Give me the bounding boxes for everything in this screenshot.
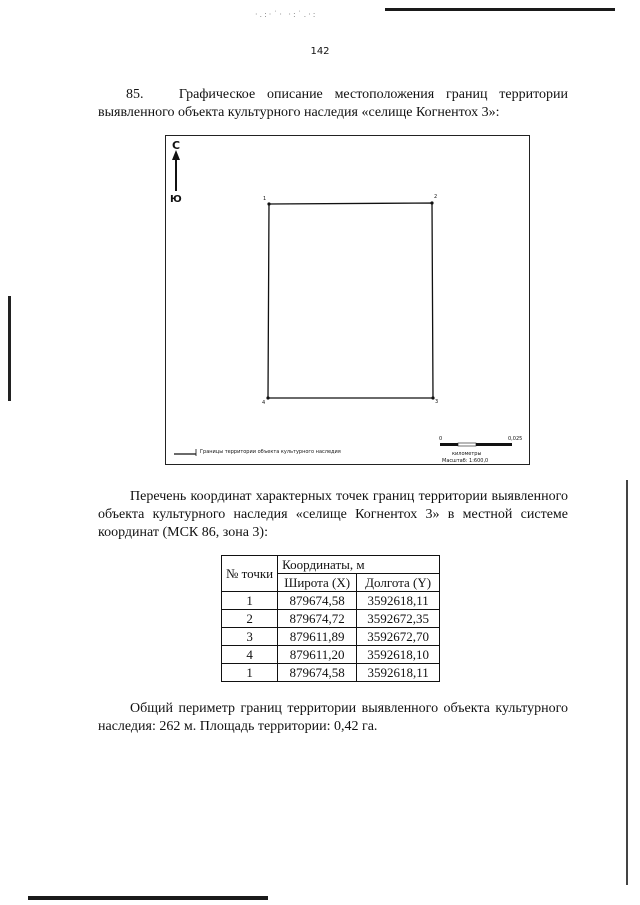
point-label-1: 1	[263, 196, 267, 202]
point-label-3: 3	[435, 399, 439, 405]
cell-y: 3592618,11	[357, 664, 440, 682]
north-label: С	[172, 139, 181, 152]
cell-point: 3	[222, 628, 278, 646]
scale-unit-label: километры	[452, 451, 482, 457]
cell-y: 3592672,70	[357, 628, 440, 646]
scan-artifact-bottom-line	[28, 896, 268, 900]
section-heading-paragraph: 85. Графическое описание местоположения границ территории выявленного объекта культурного наследия «селище Когнентох 3»:	[98, 87, 568, 120]
scan-artifact-left-bar	[8, 296, 11, 401]
territory-boundary	[268, 203, 433, 398]
table-row	[222, 664, 440, 682]
scale-bar-segment-2	[458, 443, 476, 446]
boundary-point-1	[267, 202, 270, 205]
table-header-row	[222, 556, 440, 574]
cell-point: 1	[222, 664, 278, 682]
boundary-point-4	[266, 396, 269, 399]
cell-x: 879674,72	[278, 610, 357, 628]
cell-x: 879674,58	[278, 592, 357, 610]
coordinates-table	[221, 555, 440, 682]
scale-zero-label: 0	[439, 436, 443, 442]
scale-max-label: 0,025	[508, 436, 523, 442]
header-point-number: № точки	[222, 556, 278, 592]
table-row	[222, 610, 440, 628]
south-label: Ю	[170, 194, 182, 205]
scale-ratio-label: Масштаб: 1:600,0	[442, 458, 489, 464]
table-row	[222, 628, 440, 646]
cell-y: 3592618,11	[357, 592, 440, 610]
cell-y: 3592618,10	[357, 646, 440, 664]
scan-artifact-top-line	[385, 8, 615, 11]
cell-point: 1	[222, 592, 278, 610]
point-label-4: 4	[262, 400, 266, 406]
header-coordinates: Координаты, м	[278, 556, 440, 574]
cell-point: 2	[222, 610, 278, 628]
scan-artifact-right-bar	[626, 480, 628, 885]
cell-x: 879611,20	[278, 646, 357, 664]
scan-speckle: ·.:·˙· ·:˙.·:	[255, 10, 318, 19]
scale-bar-segment-3	[476, 443, 512, 446]
page-number: 142	[310, 46, 330, 57]
coordinates-list-intro: Перечень координат характерных точек границ территории выявленного объекта культурного наследия «селище Когнентох 3» в местной системе координат (МСК 86, зона 3):	[98, 489, 568, 540]
cell-point: 4	[222, 646, 278, 664]
point-label-2: 2	[434, 194, 438, 200]
cell-y: 3592672,35	[357, 610, 440, 628]
boundary-map-drawing	[166, 136, 531, 466]
table-row	[222, 592, 440, 610]
cell-x: 879674,58	[278, 664, 357, 682]
legend-label: Границы территории объекта культурного наследия	[200, 449, 341, 455]
boundary-point-2	[430, 201, 433, 204]
cell-x: 879611,89	[278, 628, 357, 646]
boundary-map	[165, 135, 530, 465]
scale-bar-segment-1	[440, 443, 458, 446]
table-row	[222, 646, 440, 664]
header-longitude: Долгота (Y)	[357, 574, 440, 592]
perimeter-area-summary: Общий периметр границ территории выявленного объекта культурного наследия: 262 м. Площадь территории: 0,42 га.	[98, 701, 568, 734]
header-latitude: Широта (X)	[278, 574, 357, 592]
